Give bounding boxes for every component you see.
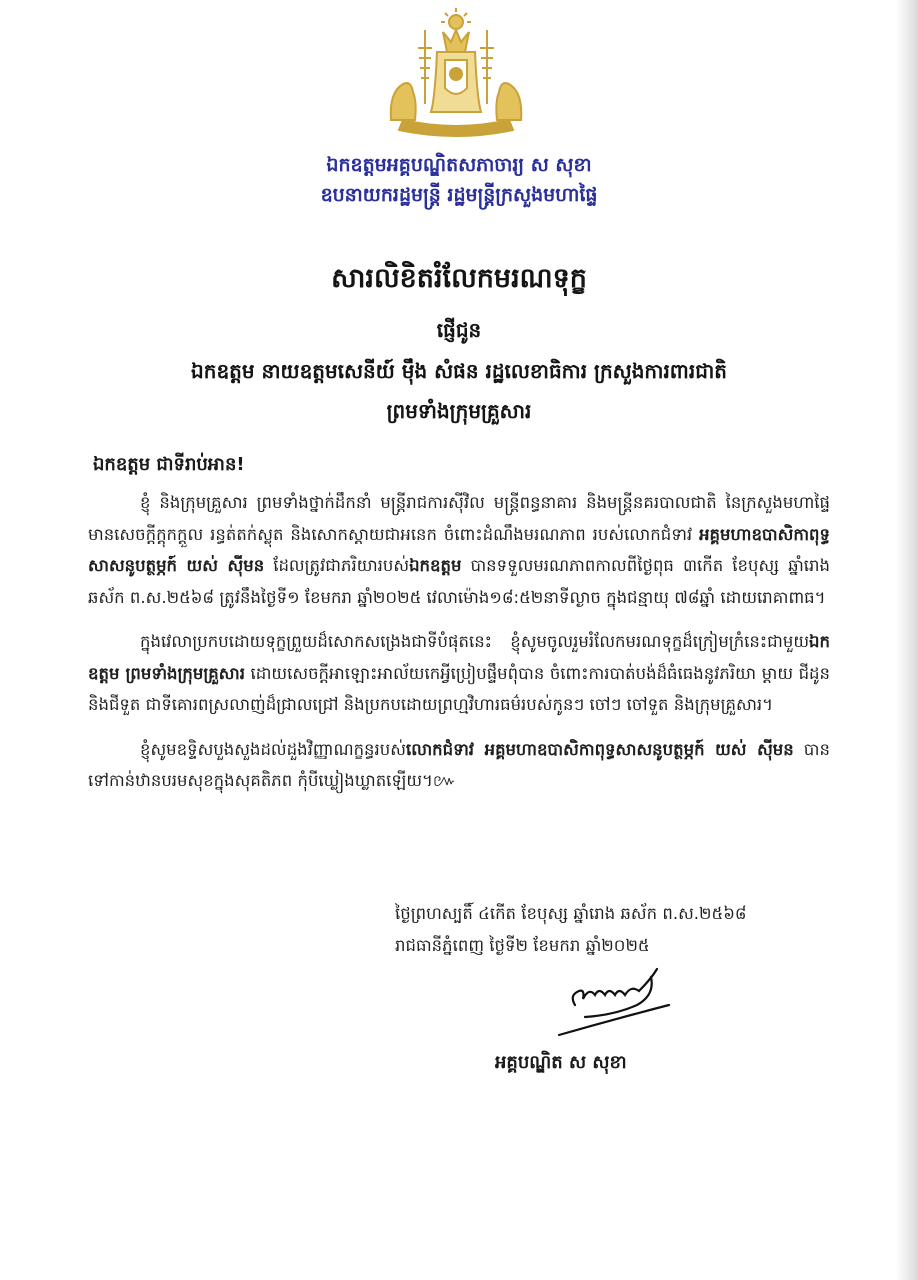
signer-name: អគ្គបណ្ឌិត ស សុខា: [495, 1052, 627, 1073]
dateline-lunar: ថ្ងៃព្រហស្បតិ៍ ៤កើត ខែបុស្ស ឆ្នាំរោង ឆស័ក ព.ស.២៥៦៨: [395, 904, 747, 923]
document-subtitle: ផ្ញើជូន: [436, 318, 482, 342]
paragraph-1: [88, 487, 830, 613]
recipient-line-2: ព្រមទាំងក្រុមគ្រួសារ: [386, 399, 532, 423]
document-title: សារលិខិតរំលែកមរណទុក្ខ: [331, 263, 587, 294]
handwritten-signature-icon: [555, 965, 675, 1040]
recipient-family: ឯកឧត្តម ព្រមទាំងក្រុមគ្រួសារ: [88, 632, 830, 683]
paragraph-1-text: បានទទួលមរណភាពកាលពីថ្ងៃពុធ ៣កើត ខែបុស្ស ឆ្នាំរោង ឆស័ក ព.ស.២៥៦៨ ត្រូវនឹងថ្ងៃទី១ ខែមករា ឆ្នាំ២០២៥ វេលាម៉ោង១៨:៥២នាទីល្ងាច ក្នុងជន្មាយុ ៧៨ឆ្នាំ ដោយរោគាពាធ។: [88, 556, 830, 607]
paragraph-2: [88, 626, 830, 721]
dateline-solar: រាជធានីភ្នំពេញ ថ្ងៃទី២ ខែមករា ឆ្នាំ២០២៥: [395, 936, 650, 955]
header-position-line: ឧបនាយករដ្ឋមន្ត្រី រដ្ឋមន្ត្រីក្រសួងមហាផ្ទៃ: [320, 184, 598, 206]
paragraph-2-text: ដោយសេចក្តីអាឡោះអាល័យកេអ្វីប្រៀបផ្ទឹមពុំបាន ចំពោះការបាត់បង់ដ៏ធំធេងនូវភរិយា ម្តាយ ជីដូន និងជីទួត ជាទីគោរពស្រលាញ់ដ៏ជ្រាលជ្រៅ និងប្រកបដោយព្រហ្មវិហារធម៌របស់កូនៗ ចៅៗ ចៅទួត និងក្រុមគ្រួសារ។: [88, 663, 830, 714]
salutation: ឯកឧត្តម ជាទីរាប់អាន!: [93, 454, 245, 475]
deceased-name: អគ្គមហាឧបាសិកាពុទ្ធសាសនូបត្ថម្ភក៍ យស់ ស៊ីមន: [88, 524, 830, 575]
letter-body: [88, 487, 830, 797]
paragraph-1-text: ខ្ញុំ និងក្រុមគ្រួសារ ព្រមទាំងថ្នាក់ដឹកនាំ មន្ត្រីរាជការស៊ីវិល មន្ត្រីពន្ធនាគារ និងមន្ត្រីនគរបាលជាតិ នៃក្រសួងមហាផ្ទៃ មានសេចក្តីក្តុកក្តួល រន្ធត់តក់ស្លុត និងសោកស្តាយជាអនេក ចំពោះដំណឹងមរណភាព របស់លោកជំទាវ: [88, 493, 830, 544]
recipient-title: ឯកឧត្តម: [409, 556, 462, 575]
paragraph-1-text: ដែលត្រូវជាភរិយារបស់: [264, 556, 410, 575]
royal-arms-emblem-icon: [385, 8, 527, 140]
deceased-name: លោកជំទាវ អគ្គមហាឧបាសិកាពុទ្ធសាសនូបត្ថម្ភក៍ យស់ ស៊ីមន: [405, 739, 794, 759]
recipient-line-1: ឯកឧត្តម នាយឧត្តមសេនីយ៍ ម៉ឹង សំផន រដ្ឋលេខាធិការ ក្រសួងការពារជាតិ: [191, 359, 727, 383]
paragraph-3-text: ខ្ញុំសូមឧទ្ទិសបួងសួងដល់ដួងវិញ្ញាណក្ខន្ធរបស់: [140, 739, 406, 759]
paragraph-3-text: បានទៅកាន់ឋានបរមសុខក្នុងសុគតិភព កុំបីឃ្លៀងឃ្លាតឡើយ។៚: [88, 739, 830, 790]
header-name-line: ឯកឧត្តមអគ្គបណ្ឌិតសភាចារ្យ ស សុខា: [326, 154, 592, 176]
paragraph-3: [88, 734, 830, 797]
paragraph-2-text: ក្នុងវេលាប្រកបដោយទុក្ខព្រួយដ៏សោកសង្រេងជាទីបំផុតនេះ ខ្ញុំសូមចូលរួមរំលែកមរណទុក្ខដ៏ក្រៀមក្រំនេះជាមួយ: [140, 632, 810, 651]
